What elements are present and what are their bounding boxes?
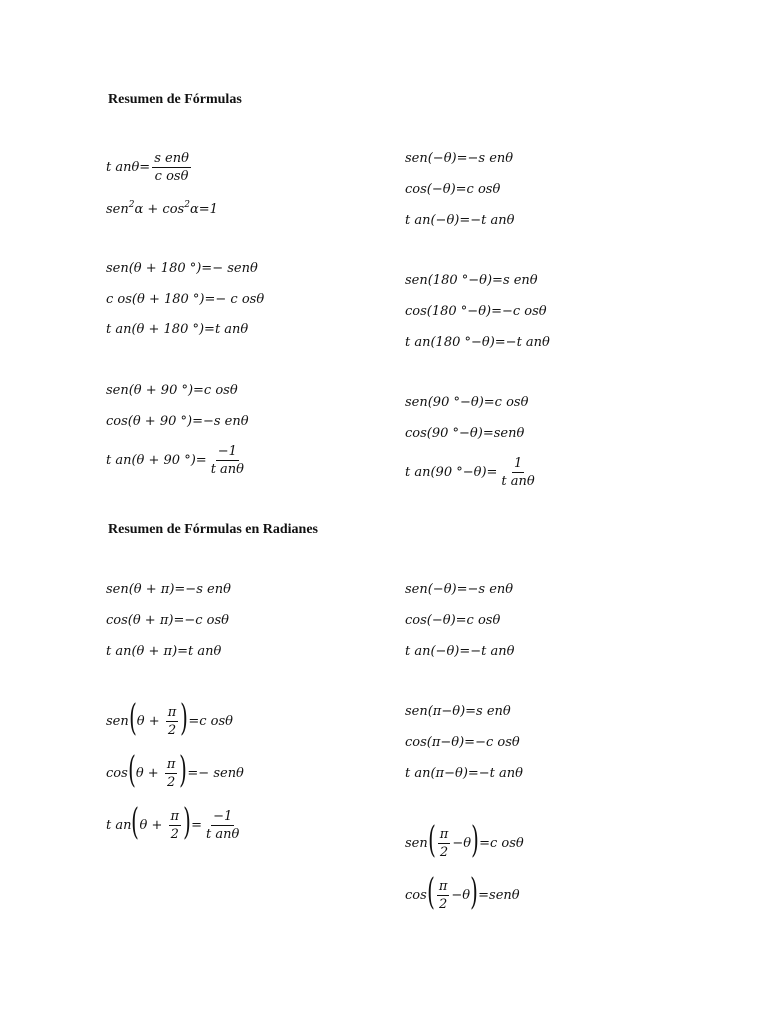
numerator: s enθ xyxy=(154,151,189,166)
formula-sen-minus180: sen(180 °−θ)=s enθ xyxy=(405,273,538,288)
formula-rad-sen-plus-pi2 xyxy=(106,698,234,739)
close-paren: ) xyxy=(183,802,191,843)
fraction xyxy=(209,445,246,476)
formula-text: θ + xyxy=(136,713,164,729)
open-paren: ( xyxy=(427,820,436,861)
function-name: cos xyxy=(106,765,128,781)
formula-rad-tan-plus-pi: t an(θ + π)=t anθ xyxy=(106,644,222,659)
formula-tan-definition xyxy=(106,152,193,183)
denominator: 2 xyxy=(167,722,177,738)
formula-rad-sen-neg: sen(−θ)=−s enθ xyxy=(405,582,514,597)
heading-degrees: Resumen de Fórmulas xyxy=(108,92,242,107)
numerator: −1 xyxy=(217,444,237,459)
fraction xyxy=(166,706,179,737)
formula-tan-neg: t an(−θ)=−t anθ xyxy=(405,213,515,228)
function-name: sen xyxy=(106,713,129,729)
denominator: 2 xyxy=(438,896,448,912)
formula-sen-minus90: sen(90 °−θ)=c osθ xyxy=(405,395,529,410)
close-paren: ) xyxy=(471,820,479,861)
open-paren: ( xyxy=(426,872,435,913)
close-paren: ) xyxy=(179,750,188,791)
denominator: t anθ xyxy=(206,826,240,842)
numerator: π xyxy=(439,826,449,842)
formula-text: =senθ xyxy=(478,887,520,903)
formula-rad-tan-neg: t an(−θ)=−t anθ xyxy=(405,644,515,659)
formula-tan-minus90 xyxy=(405,457,539,488)
close-paren: ) xyxy=(470,872,478,913)
formula-text: α=1 xyxy=(189,202,218,217)
formula-rad-cos-plus-pi: cos(θ + π)=−c osθ xyxy=(106,613,229,628)
formula-text: t an(θ + 90 °)= xyxy=(106,453,207,468)
numerator: −1 xyxy=(213,808,233,824)
denominator: t anθ xyxy=(210,462,244,477)
formula-rad-cos-plus-pi2 xyxy=(106,750,244,791)
denominator: c osθ xyxy=(154,169,189,184)
numerator: π xyxy=(170,808,180,824)
formula-tan-plus90 xyxy=(106,445,248,476)
formula-text: θ + xyxy=(135,765,163,781)
open-paren: ( xyxy=(128,698,137,739)
formula-rad-tan-minus-pi: t an(π−θ)=−t anθ xyxy=(405,766,523,781)
formula-cos-plus180: c os(θ + 180 °)=− c osθ xyxy=(106,292,265,307)
numerator: π xyxy=(167,704,177,720)
formula-sen-plus180: sen(θ + 180 °)=− senθ xyxy=(106,261,258,276)
function-name: t an xyxy=(106,817,132,833)
function-name: cos xyxy=(405,887,427,903)
formula-cos-minus180: cos(180 °−θ)=−c osθ xyxy=(405,304,547,319)
fraction xyxy=(169,810,182,841)
formula-rad-cos-minus-pi: cos(π−θ)=−c osθ xyxy=(405,735,520,750)
formula-text: =− senθ xyxy=(187,765,244,781)
exponent: 2 xyxy=(128,200,135,210)
denominator: t anθ xyxy=(501,474,535,489)
formula-rad-sen-minus-pi2 xyxy=(405,820,524,861)
fraction xyxy=(437,880,450,911)
formula-sen-neg: sen(−θ)=−s enθ xyxy=(405,151,514,166)
formula-cos-neg: cos(−θ)=c osθ xyxy=(405,182,501,197)
denominator: 2 xyxy=(166,774,176,790)
denominator: 2 xyxy=(439,844,449,860)
formula-pythagorean xyxy=(106,200,218,217)
formula-rad-sen-plus-pi: sen(θ + π)=−s enθ xyxy=(106,582,231,597)
exponent: 2 xyxy=(184,200,190,210)
formula-text: θ + xyxy=(139,817,167,833)
fraction xyxy=(152,152,191,183)
function-name: sen xyxy=(405,835,428,851)
heading-radians: Resumen de Fórmulas en Radianes xyxy=(108,522,319,537)
formula-tan-minus180: t an(180 °−θ)=−t anθ xyxy=(405,335,550,350)
formula-text: t anθ= xyxy=(106,160,151,175)
formula-sen-plus90: sen(θ + 90 °)=c osθ xyxy=(106,383,238,398)
fraction xyxy=(204,810,241,841)
fraction xyxy=(165,758,178,789)
formula-cos-plus90: cos(θ + 90 °)=−s enθ xyxy=(106,414,249,429)
formula-tan-plus180: t an(θ + 180 °)=t anθ xyxy=(106,322,249,337)
fraction xyxy=(438,828,451,859)
formula-text: −θ xyxy=(451,887,471,903)
formula-text: −θ xyxy=(452,835,472,851)
formula-cos-minus90: cos(90 °−θ)=senθ xyxy=(405,426,525,441)
numerator: π xyxy=(438,878,448,894)
formula-text: α + cos xyxy=(134,202,185,217)
fraction xyxy=(499,457,536,488)
open-paren: ( xyxy=(131,802,140,843)
denominator: 2 xyxy=(170,826,179,842)
numerator: 1 xyxy=(513,456,523,471)
formula-rad-cos-neg: cos(−θ)=c osθ xyxy=(405,613,501,628)
formula-rad-cos-minus-pi2 xyxy=(405,872,520,913)
formula-text: t an(90 °−θ)= xyxy=(405,465,498,480)
open-paren: ( xyxy=(127,750,136,791)
formula-text: =c osθ xyxy=(188,713,234,729)
close-paren: ) xyxy=(180,698,189,739)
formula-text: sen xyxy=(106,202,129,217)
formula-text: =c osθ xyxy=(479,835,524,851)
numerator: π xyxy=(166,756,176,772)
formula-rad-tan-plus-pi2 xyxy=(106,802,243,843)
formula-rad-sen-minus-pi: sen(π−θ)=s enθ xyxy=(405,704,511,719)
formula-text: = xyxy=(191,817,203,833)
